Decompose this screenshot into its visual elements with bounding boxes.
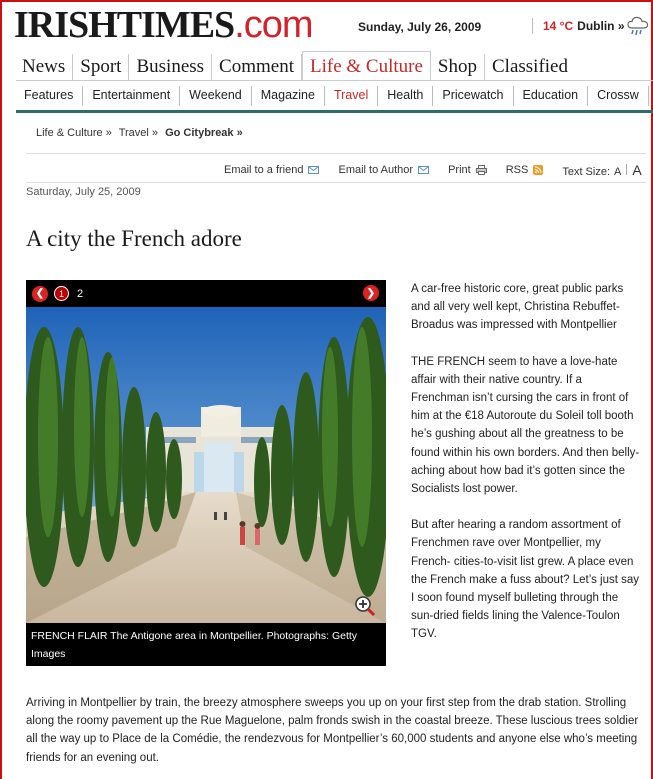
subnav-weekend[interactable]: Weekend	[180, 86, 252, 106]
primary-nav	[16, 50, 575, 80]
email-friend-label: Email to a friend	[224, 164, 304, 176]
printer-icon	[476, 165, 487, 175]
breadcrumb-go-citybreak[interactable]: Go Citybreak »	[165, 127, 243, 139]
text-size-label: Text Size:	[562, 166, 611, 178]
subnav-features[interactable]: Features	[16, 86, 83, 106]
zoom-icon[interactable]	[354, 595, 376, 617]
subnav-crosswords[interactable]: Crossw	[588, 86, 649, 106]
nav-business[interactable]: Business	[129, 54, 212, 80]
nav-divider	[16, 80, 653, 81]
article-paragraph: But after hearing a random assortment of Frenchmen rave over Montpellier, my French- cities-to-visit list grew. A place even the French make a fuss about? Let’s just say I soon found myself bulleting through the sun-dried fields lining the Valence-Toulon TGV.	[411, 519, 639, 641]
rss-icon	[533, 165, 543, 175]
email-author-label: Email to Author	[338, 164, 414, 176]
envelope-icon	[418, 166, 429, 174]
nav-comment[interactable]: Comment	[212, 54, 302, 80]
frame-left-border	[0, 0, 2, 779]
text-size-divider	[626, 164, 627, 175]
print-link[interactable]	[448, 164, 487, 176]
weather-city[interactable]: Dublin »	[577, 19, 625, 33]
envelope-icon	[308, 166, 319, 174]
article-paragraph: THE FRENCH seem to have a love-hate affair with their native country. If a Frenchman isn’t cursing the cars in front of him at the €18 Autoroute du Soleil toll booth he’s gushing about all the greatness to be found within his own borders. And then belly- aching about how bad it’s gotten since the Socialists lost power.	[411, 355, 640, 496]
antigone-photo	[26, 307, 386, 623]
gallery-photo[interactable]	[26, 307, 386, 623]
section-bar	[16, 110, 653, 113]
subnav-magazine[interactable]: Magazine	[252, 86, 325, 106]
masthead-date: Sunday, July 26, 2009	[358, 20, 482, 34]
article-headline: A city the French adore	[26, 226, 242, 251]
article-standfirst: A car-free historic core, great public parks and all very well kept, Christina Rebuffet- Broadus was impressed with Montpellier	[411, 283, 624, 332]
frame-top-border	[0, 0, 653, 2]
print-label: Print	[448, 164, 471, 176]
text-size-large-button[interactable]: A	[632, 162, 642, 178]
rss-link[interactable]	[506, 164, 544, 176]
breadcrumb-travel[interactable]: Travel »	[118, 127, 159, 139]
site-logo[interactable]	[14, 4, 313, 46]
photo-gallery	[26, 280, 386, 666]
gallery-prev-button[interactable]: ❮	[32, 286, 48, 302]
gallery-pagination	[54, 286, 83, 301]
breadcrumb	[36, 127, 247, 139]
secondary-nav	[16, 86, 653, 106]
logo-brand: IRISHTIMES	[14, 4, 235, 46]
article-tools	[224, 162, 642, 178]
text-size-control	[562, 162, 641, 178]
breadcrumb-divider	[26, 153, 646, 154]
subnav-education[interactable]: Education	[514, 86, 589, 106]
subnav-entertainment[interactable]: Entertainment	[83, 86, 180, 106]
gallery-next-button[interactable]: ❯	[363, 285, 379, 301]
rain-cloud-icon	[626, 14, 650, 38]
gallery-page-1[interactable]: 1	[54, 286, 69, 301]
nav-life-culture[interactable]: Life & Culture	[302, 51, 431, 80]
photo-caption: FRENCH FLAIR The Antigone area in Montpellier. Photographs: Getty Images	[31, 630, 358, 660]
tools-divider	[26, 182, 646, 183]
rss-label: RSS	[505, 164, 529, 176]
subnav-pricewatch[interactable]: Pricewatch	[433, 86, 513, 106]
breadcrumb-life-culture[interactable]: Life & Culture »	[36, 127, 112, 139]
article-paragraph: Arriving in Montpellier by train, the breezy atmosphere sweeps you up on your first step from the drab station. Strolling along the roomy pavement up the Rue Maguelone, palm fronds swish in the coastal breeze. These luscious trees soldier all the way up to Place de la Comédie, the rendezvous for Montpellier’s 60,000 students and anyone else who’s meeting friends for an evening out.	[26, 697, 639, 764]
subnav-travel[interactable]: Travel	[325, 86, 378, 106]
email-author-link[interactable]	[338, 164, 429, 176]
subnav-health[interactable]: Health	[378, 86, 433, 106]
logo-tld: .com	[234, 4, 313, 46]
email-friend-link[interactable]	[224, 164, 319, 176]
article-intro	[411, 280, 641, 662]
weather-divider	[532, 18, 533, 34]
gallery-page-2[interactable]: 2	[77, 287, 84, 300]
nav-sport[interactable]: Sport	[73, 54, 129, 80]
text-size-small-button[interactable]: A	[614, 166, 622, 178]
weather-widget[interactable]	[532, 18, 625, 34]
weather-temp: 14 °C	[543, 19, 574, 33]
nav-classified[interactable]: Classified	[492, 56, 568, 77]
nav-news[interactable]: News	[16, 54, 73, 80]
nav-shop[interactable]: Shop	[431, 54, 485, 80]
article-date: Saturday, July 25, 2009	[26, 186, 141, 198]
gallery-controls	[26, 280, 386, 307]
